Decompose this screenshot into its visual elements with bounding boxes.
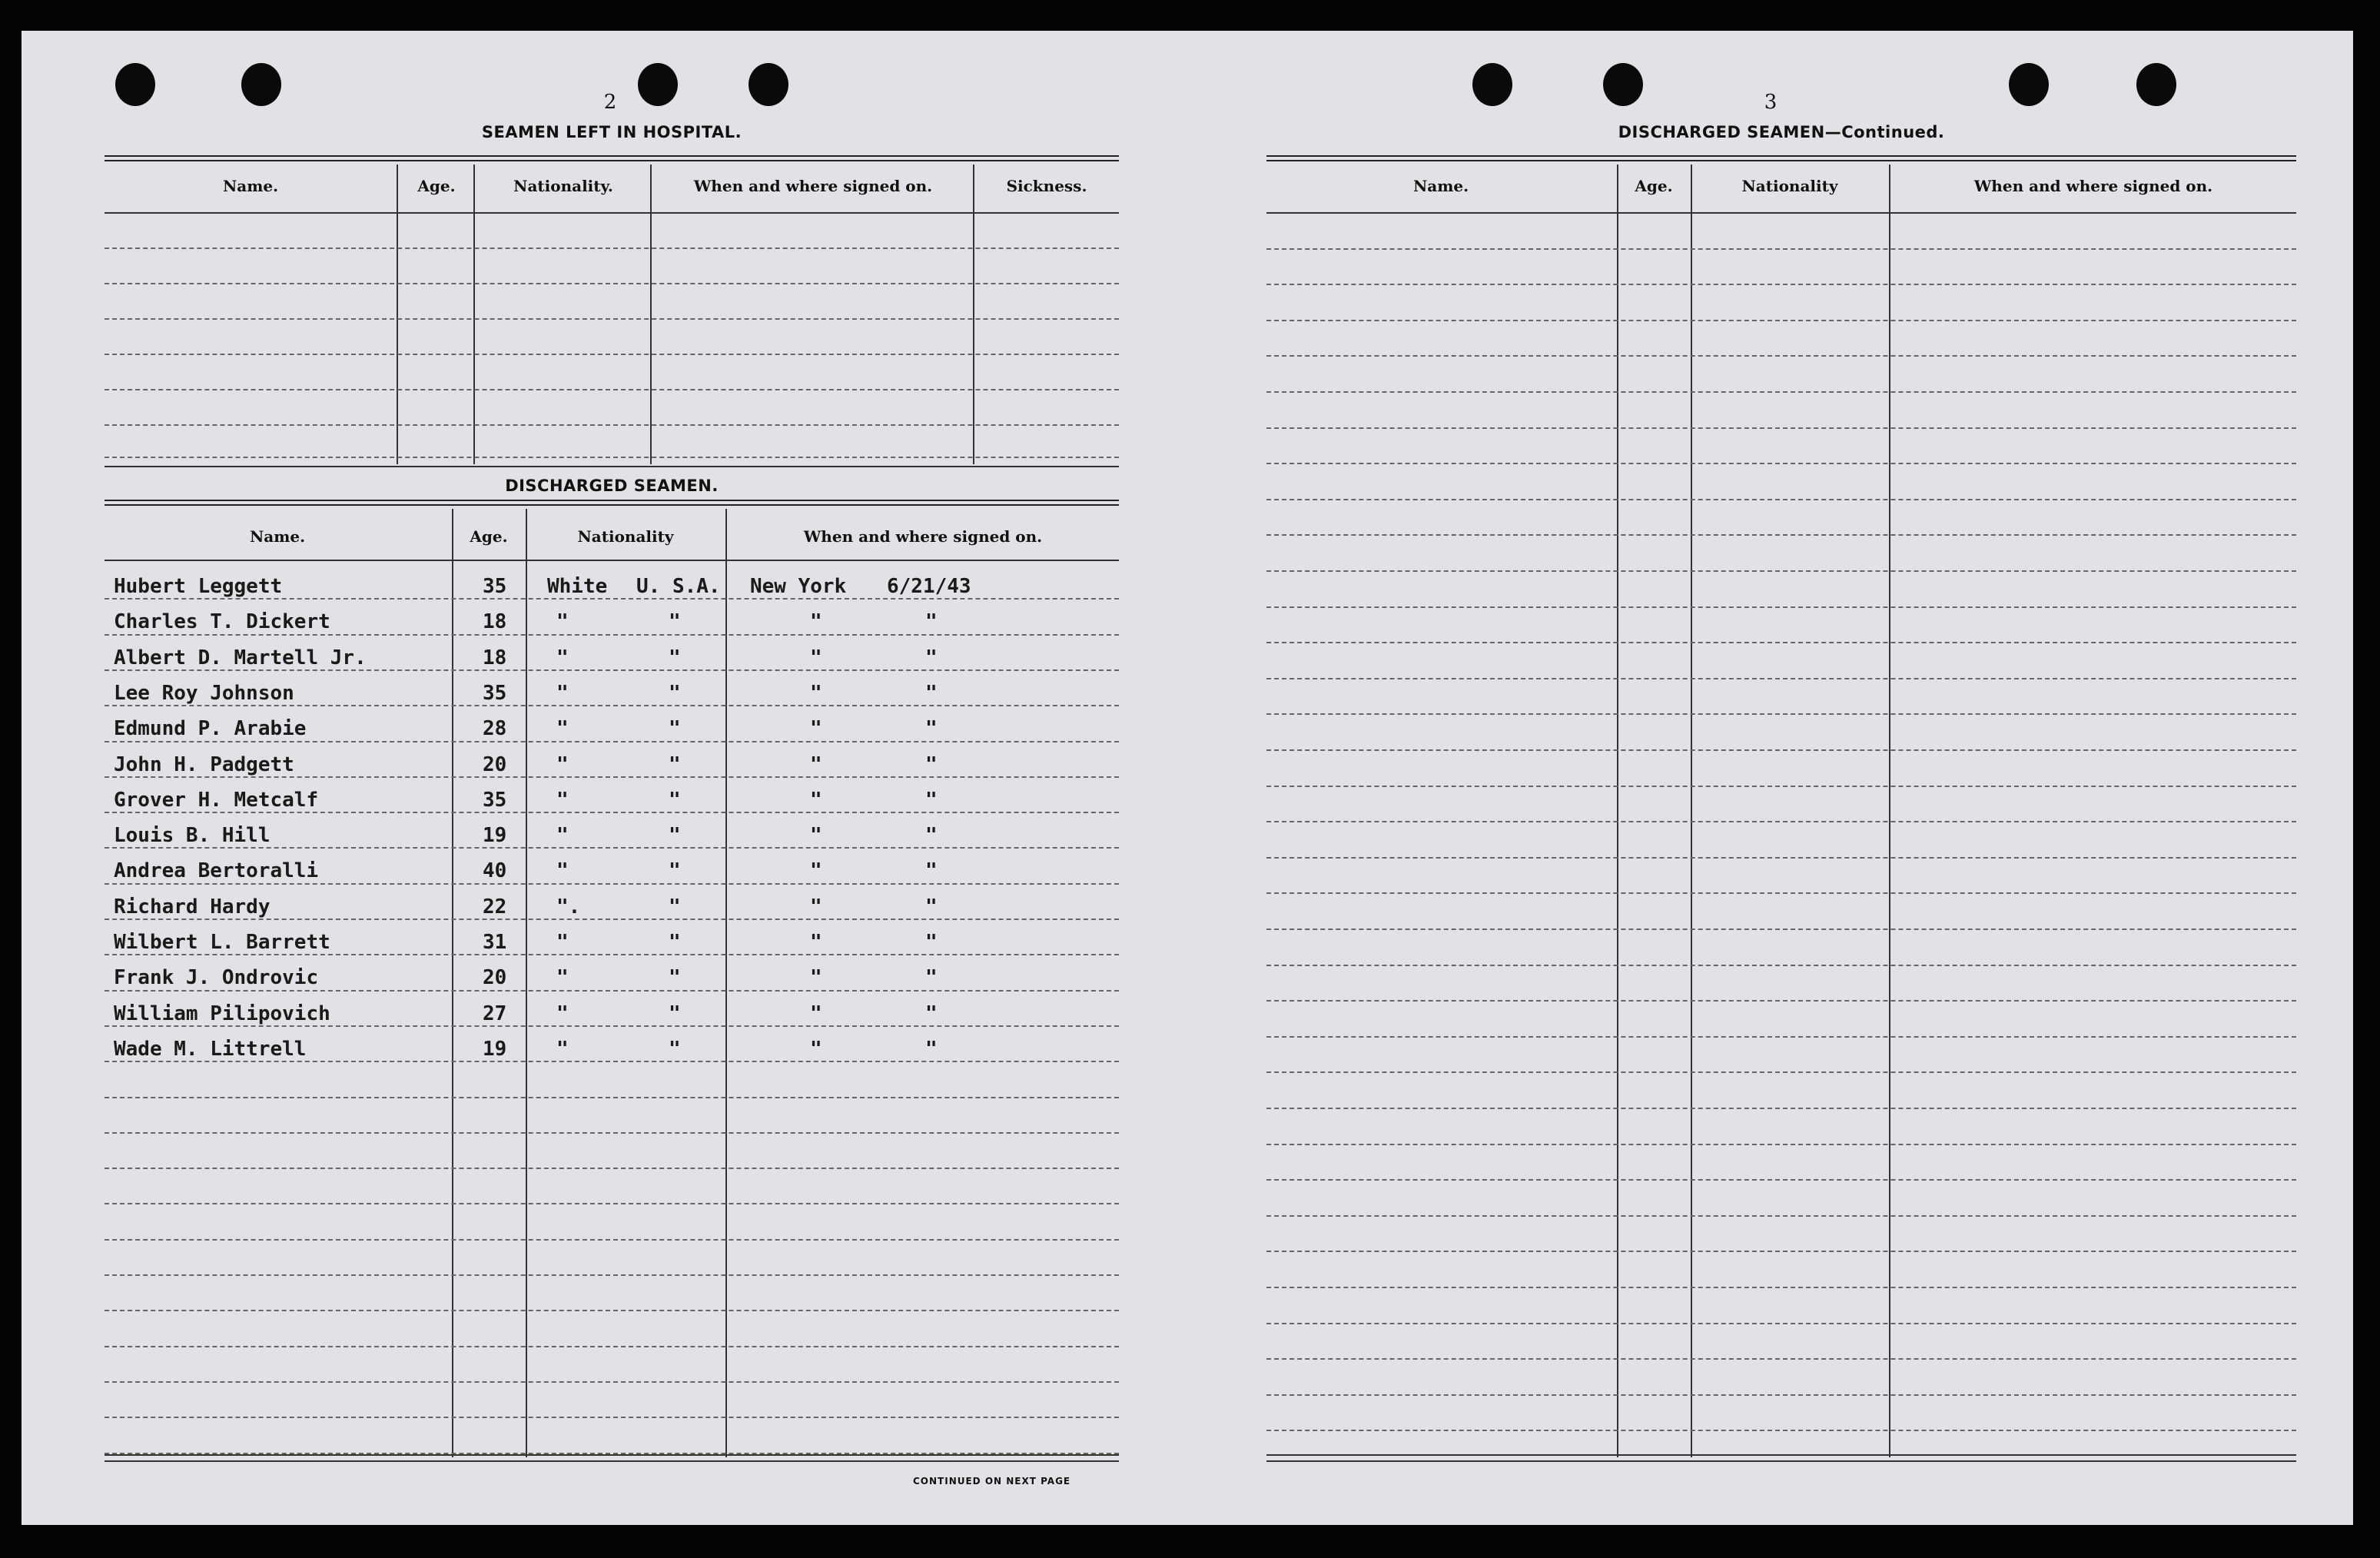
entry-line — [105, 1203, 1119, 1204]
cell-nat1: " — [556, 859, 569, 882]
cell-age: 19 — [483, 1038, 507, 1061]
cell-age: 35 — [483, 682, 507, 705]
cell-age: 20 — [483, 753, 507, 776]
cell-where: " — [810, 682, 822, 705]
cell-name: Lee Roy Johnson — [114, 682, 294, 705]
column-header: Name. — [249, 527, 306, 546]
entry-line — [1266, 1394, 2296, 1396]
entry-line — [1266, 892, 2296, 894]
column-header: When and where signed on. — [803, 527, 1043, 546]
entry-line — [1266, 1036, 2296, 1038]
cell-age: 18 — [483, 610, 507, 633]
cell-when: " — [925, 789, 938, 812]
entry-line — [105, 318, 1119, 320]
cell-nat2: " — [669, 682, 681, 705]
entry-line — [1266, 320, 2296, 321]
cell-name: Frank J. Ondrovic — [114, 966, 319, 989]
entry-line — [1266, 1179, 2296, 1181]
entry-line — [1266, 427, 2296, 429]
cell-name: Louis B. Hill — [114, 824, 271, 847]
entry-line — [1266, 391, 2296, 393]
entry-line — [1266, 786, 2296, 787]
entry-line — [105, 883, 1119, 885]
punch-hole — [1472, 63, 1512, 106]
entry-line — [105, 1168, 1119, 1169]
cell-age: 27 — [483, 1002, 507, 1025]
cell-age: 35 — [483, 789, 507, 812]
column-header: Nationality — [577, 527, 674, 546]
cell-name: Edmund P. Arabie — [114, 717, 307, 740]
cell-when: " — [925, 931, 938, 954]
discharged-heading: DISCHARGED SEAMEN. — [505, 477, 719, 495]
column-divider — [526, 509, 527, 1457]
cell-when: " — [925, 824, 938, 847]
cell-nat2: " — [669, 1038, 681, 1061]
cell-where: " — [810, 717, 822, 740]
punch-hole — [2009, 63, 2049, 106]
punch-hole — [1603, 63, 1643, 106]
cell-when: " — [925, 895, 938, 919]
entry-line — [1266, 606, 2296, 608]
cell-name: Wilbert L. Barrett — [114, 931, 330, 954]
hospital-heading: SEAMEN LEFT IN HOSPITAL. — [481, 123, 742, 141]
punch-hole — [115, 63, 155, 106]
entry-line — [1266, 821, 2296, 822]
entry-line — [1266, 713, 2296, 715]
cell-where: " — [810, 1002, 822, 1025]
cell-nat1: " — [556, 966, 569, 989]
discharged-continued-heading: DISCHARGED SEAMEN—Continued. — [1618, 123, 1945, 141]
entry-line — [1266, 570, 2296, 572]
column-header: Nationality. — [513, 177, 613, 195]
cell-name: Grover H. Metcalf — [114, 789, 319, 812]
entry-line — [105, 919, 1119, 920]
cell-where: " — [810, 966, 822, 989]
column-header: Age. — [417, 177, 456, 195]
entry-line — [1266, 1430, 2296, 1431]
cell-where: " — [810, 859, 822, 882]
entry-line — [105, 247, 1119, 249]
entry-line — [105, 812, 1119, 813]
cell-nat1: " — [556, 1002, 569, 1025]
cell-nat1: " — [556, 931, 569, 954]
cell-age: 40 — [483, 859, 507, 882]
document-sheet — [22, 31, 2353, 1525]
entry-line — [105, 1061, 1119, 1062]
entry-line — [105, 1132, 1119, 1134]
column-divider — [725, 509, 727, 1457]
cell-age: 18 — [483, 646, 507, 669]
cell-nat1: " — [556, 824, 569, 847]
cell-nat2: " — [669, 610, 681, 633]
cell-age: 19 — [483, 824, 507, 847]
punch-hole — [638, 63, 678, 106]
continued-note: CONTINUED ON NEXT PAGE — [913, 1476, 1071, 1487]
entry-line — [105, 634, 1119, 636]
cell-where: " — [810, 646, 822, 669]
column-divider — [473, 164, 475, 464]
entry-line — [1266, 1108, 2296, 1109]
cell-nat1: White — [547, 575, 608, 598]
entry-line — [1266, 1287, 2296, 1288]
entry-line — [105, 389, 1119, 390]
entry-line — [105, 776, 1119, 778]
header-underline — [105, 212, 1119, 214]
entry-line — [105, 424, 1119, 426]
column-divider — [1617, 164, 1618, 1457]
entry-line — [1266, 1000, 2296, 1002]
entry-line — [1266, 1358, 2296, 1360]
cell-where: " — [810, 753, 822, 776]
cell-name: William Pilipovich — [114, 1002, 330, 1025]
cell-when: 6/21/43 — [887, 575, 971, 598]
cell-nat2: " — [669, 717, 681, 740]
entry-line — [105, 1097, 1119, 1098]
table-rule — [1266, 155, 2296, 157]
cell-age: 20 — [483, 966, 507, 989]
cell-where: New York — [750, 575, 847, 598]
cell-when: " — [925, 753, 938, 776]
punch-hole — [2136, 63, 2176, 106]
cell-nat2: " — [669, 1002, 681, 1025]
cell-name: Wade M. Littrell — [114, 1038, 307, 1061]
entry-line — [1266, 463, 2296, 464]
entry-line — [1266, 355, 2296, 357]
entry-line — [105, 847, 1119, 849]
entry-line — [105, 705, 1119, 706]
cell-where: " — [810, 931, 822, 954]
cell-where: " — [810, 1038, 822, 1061]
cell-nat1: " — [556, 646, 569, 669]
cell-when: " — [925, 610, 938, 633]
column-divider — [1691, 164, 1692, 1457]
cell-nat1: ". — [556, 895, 581, 919]
table-rule — [1266, 160, 2296, 161]
column-header: When and where signed on. — [693, 177, 933, 195]
table-rule — [105, 1454, 1119, 1456]
cell-when: " — [925, 717, 938, 740]
entry-line — [105, 1239, 1119, 1241]
column-header: Nationality — [1741, 177, 1838, 195]
entry-line — [105, 954, 1119, 955]
entry-line — [105, 1310, 1119, 1311]
cell-name: Hubert Leggett — [114, 575, 283, 598]
cell-name: Andrea Bertoralli — [114, 859, 319, 882]
cell-nat2: " — [669, 966, 681, 989]
cell-nat2: " — [669, 859, 681, 882]
cell-nat1: " — [556, 717, 569, 740]
cell-nat2: U. S.A. — [636, 575, 721, 598]
cell-name: Charles T. Dickert — [114, 610, 330, 633]
header-underline — [105, 560, 1119, 561]
cell-when: " — [925, 859, 938, 882]
cell-age: 22 — [483, 895, 507, 919]
cell-when: " — [925, 646, 938, 669]
entry-line — [1266, 749, 2296, 751]
cell-nat2: " — [669, 824, 681, 847]
entry-line — [1266, 1251, 2296, 1252]
cell-nat2: " — [669, 753, 681, 776]
entry-line — [105, 1346, 1119, 1347]
entry-line — [1266, 965, 2296, 966]
entry-line — [105, 1025, 1119, 1027]
cell-age: 28 — [483, 717, 507, 740]
cell-nat1: " — [556, 682, 569, 705]
entry-line — [105, 354, 1119, 355]
header-underline — [1266, 212, 2296, 214]
cell-where: " — [810, 895, 822, 919]
column-divider — [973, 164, 974, 464]
page-number: 3 — [1764, 91, 1778, 114]
column-divider — [650, 164, 652, 464]
entry-line — [105, 669, 1119, 671]
cell-where: " — [810, 610, 822, 633]
entry-line — [105, 1274, 1119, 1276]
cell-nat1: " — [556, 753, 569, 776]
cell-nat1: " — [556, 1038, 569, 1061]
cell-nat1: " — [556, 610, 569, 633]
cell-nat2: " — [669, 895, 681, 919]
entry-line — [1266, 534, 2296, 536]
cell-nat2: " — [669, 646, 681, 669]
entry-line — [105, 741, 1119, 742]
table-rule — [1266, 1460, 2296, 1462]
entry-line — [1266, 1215, 2296, 1217]
cell-nat1: " — [556, 789, 569, 812]
cell-nat2: " — [669, 931, 681, 954]
column-divider — [1889, 164, 1890, 1457]
cell-name: Richard Hardy — [114, 895, 271, 919]
entry-line — [1266, 928, 2296, 930]
cell-age: 31 — [483, 931, 507, 954]
entry-line — [105, 1417, 1119, 1418]
cell-age: 35 — [483, 575, 507, 598]
entry-line — [105, 598, 1119, 600]
column-header: When and where signed on. — [1973, 177, 2213, 195]
entry-line — [1266, 1144, 2296, 1145]
entry-line — [1266, 678, 2296, 679]
column-divider — [397, 164, 398, 464]
entry-line — [1266, 642, 2296, 643]
cell-when: " — [925, 966, 938, 989]
cell-when: " — [925, 682, 938, 705]
entry-line — [1266, 1323, 2296, 1324]
cell-when: " — [925, 1038, 938, 1061]
entry-line — [1266, 284, 2296, 285]
cell-nat2: " — [669, 789, 681, 812]
column-header: Age. — [470, 527, 508, 546]
table-rule — [105, 155, 1119, 157]
column-header: Sickness. — [1006, 177, 1087, 195]
table-rule — [105, 160, 1119, 161]
entry-line — [1266, 857, 2296, 859]
table-rule — [105, 1460, 1119, 1462]
cell-where: " — [810, 824, 822, 847]
entry-line — [105, 990, 1119, 992]
column-header: Name. — [1412, 177, 1469, 195]
punch-hole — [749, 63, 788, 106]
cell-name: John H. Padgett — [114, 753, 294, 776]
entry-line — [1266, 1071, 2296, 1073]
table-rule — [1266, 1454, 2296, 1456]
column-header: Name. — [222, 177, 279, 195]
cell-where: " — [810, 789, 822, 812]
cell-when: " — [925, 1002, 938, 1025]
entry-line — [105, 1381, 1119, 1383]
entry-line — [1266, 248, 2296, 250]
page-number: 2 — [603, 91, 617, 114]
entry-line — [105, 283, 1119, 284]
column-header: Age. — [1635, 177, 1673, 195]
cell-name: Albert D. Martell Jr. — [114, 646, 367, 669]
entry-line — [1266, 499, 2296, 500]
column-divider — [452, 509, 453, 1457]
punch-hole — [241, 63, 281, 106]
